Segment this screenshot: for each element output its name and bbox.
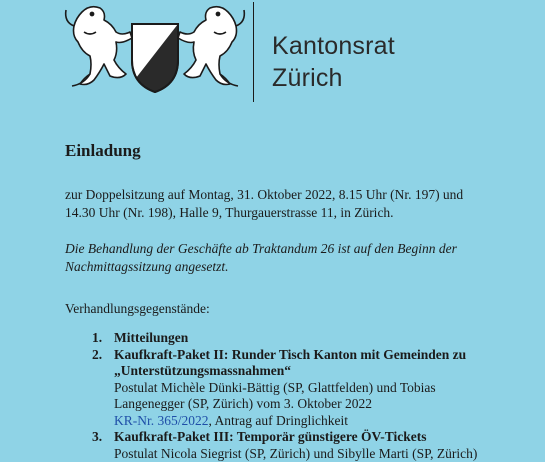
reference-suffix: , Antrag auf Dringlichkeit <box>209 413 348 428</box>
agenda-item-detail: Postulat Michèle Dünki-Bättig (SP, Glattfelden) und Tobias <box>114 380 477 397</box>
agenda-item-title-cont: „Unterstützungsmassnahmen“ <box>114 363 477 380</box>
coat-of-arms-icon <box>60 2 250 94</box>
agenda-list <box>92 330 477 462</box>
agenda-item-number: 2. <box>92 347 102 364</box>
invitation-line-2: 14.30 Uhr (Nr. 198), Halle 9, Thurgauerstrasse 11, in Zürich. <box>65 204 394 222</box>
agenda-item <box>92 347 477 430</box>
agenda-item-number: 1. <box>92 330 102 347</box>
document-heading: Einladung <box>65 141 141 161</box>
note-line-1: Die Behandlung der Geschäfte ab Traktandum 26 ist auf den Beginn der <box>65 240 457 258</box>
agenda-item-number: 3. <box>92 429 102 446</box>
header-divider <box>253 2 254 102</box>
agenda-item <box>92 429 477 462</box>
agenda-item-detail: Postulat Nicola Siegrist (SP, Zürich) und Sibylle Marti (SP, Zürich) <box>114 446 477 462</box>
agenda-heading: Verhandlungsgegenstände: <box>65 300 210 318</box>
org-line-1: Kantonsrat <box>272 30 395 62</box>
agenda-item-title: Kaufkraft-Paket III: Temporär günstigere ÖV-Tickets <box>114 429 477 446</box>
invitation-line-1: zur Doppelsitzung auf Montag, 31. Oktober 2022, 8.15 Uhr (Nr. 197) und <box>65 186 463 204</box>
kr-number-link[interactable]: KR-Nr. 365/2022 <box>114 413 209 428</box>
agenda-item-reference <box>114 413 477 430</box>
agenda-item-title: Mitteilungen <box>114 330 477 347</box>
agenda-item-detail: Langenegger (SP, Zürich) vom 3. Oktober 2022 <box>114 396 477 413</box>
org-line-2: Zürich <box>272 62 395 94</box>
agenda-item-title: Kaufkraft-Paket II: Runder Tisch Kanton mit Gemeinden zu <box>114 347 477 364</box>
organization-name <box>272 30 395 94</box>
agenda-item <box>92 330 477 347</box>
note-line-2: Nachmittagssitzung angesetzt. <box>65 258 229 276</box>
